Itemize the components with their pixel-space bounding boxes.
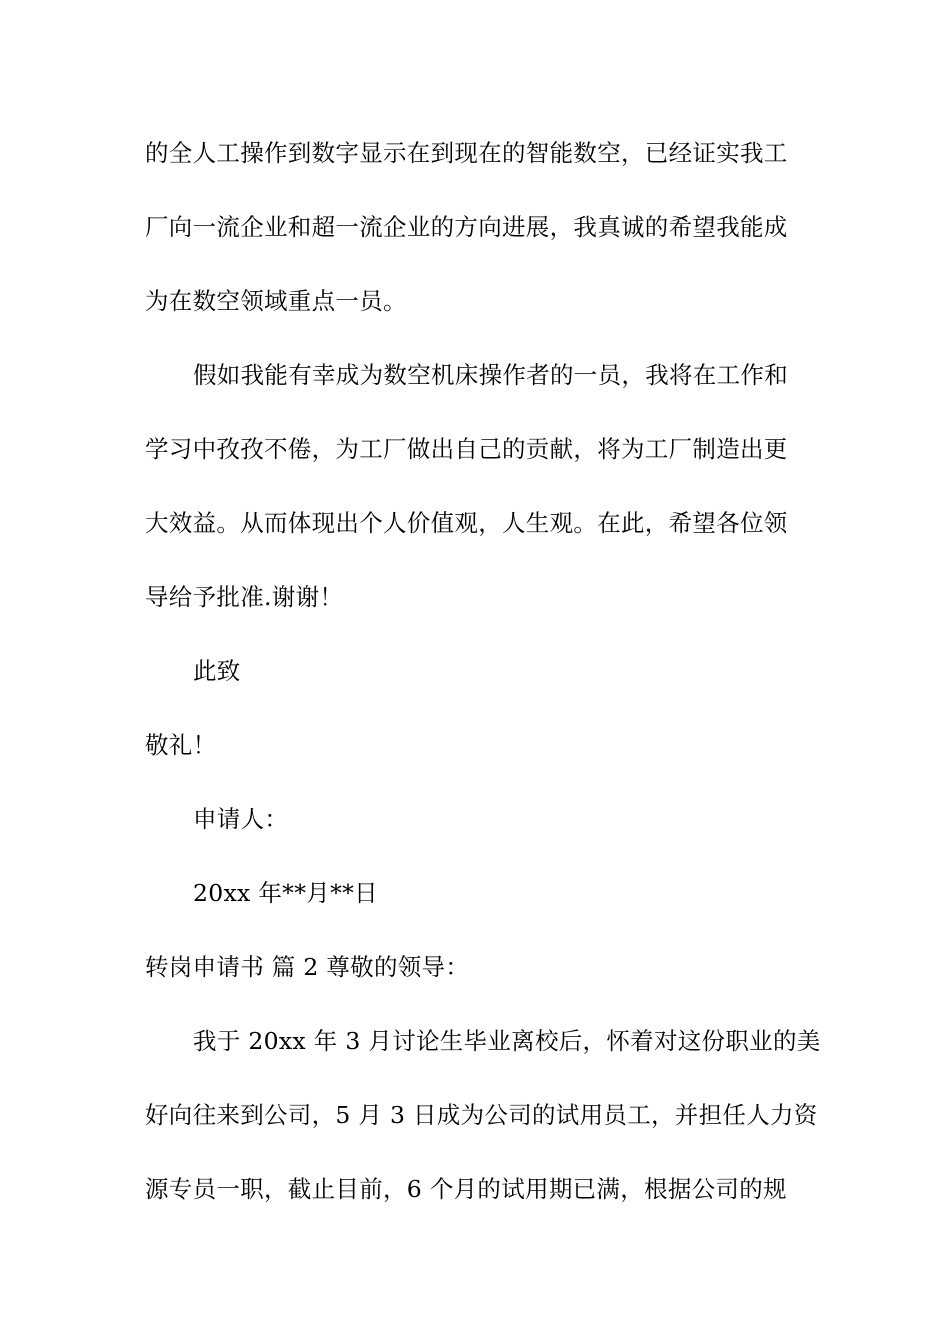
- text-line-5: 学习中孜孜不倦，为工厂做出自己的贡献，将为工厂制造出更: [145, 435, 788, 463]
- text-line-15: 源专员一职，截止目前，6 个月的试用期已满，根据公司的规: [145, 1175, 787, 1203]
- text-line-3: 为在数空领域重点一员。: [145, 287, 407, 315]
- text-line-1: 的全人工操作到数字显示在到现在的智能数空，已经证实我工: [145, 139, 788, 167]
- paragraph-start-line: 假如我能有幸成为数空机床操作者的一员，我将在工作和: [193, 361, 788, 389]
- applicant-label: 申请人：: [193, 805, 289, 833]
- text-line-14: 好向往来到公司，5 月 3 日成为公司的试用员工，并担任人力资: [145, 1101, 818, 1129]
- closing-salutation: 此致: [193, 657, 241, 685]
- section-heading: 转岗申请书 篇 2 尊敬的领导：: [145, 953, 470, 981]
- text-line-6: 大效益。从而体现出个人价值观，人生观。在此，希望各位领: [145, 509, 788, 537]
- closing-regards: 敬礼！: [145, 731, 217, 759]
- text-line-7: 导给予批准.谢谢！: [145, 583, 344, 611]
- text-line-2: 厂向一流企业和超一流企业的方向进展，我真诚的希望我能成: [145, 213, 788, 241]
- date-line: 20xx 年**月**日: [193, 879, 378, 907]
- paragraph-start-line-2: 我于 20xx 年 3 月讨论生毕业离校后，怀着对这份职业的美: [193, 1027, 821, 1055]
